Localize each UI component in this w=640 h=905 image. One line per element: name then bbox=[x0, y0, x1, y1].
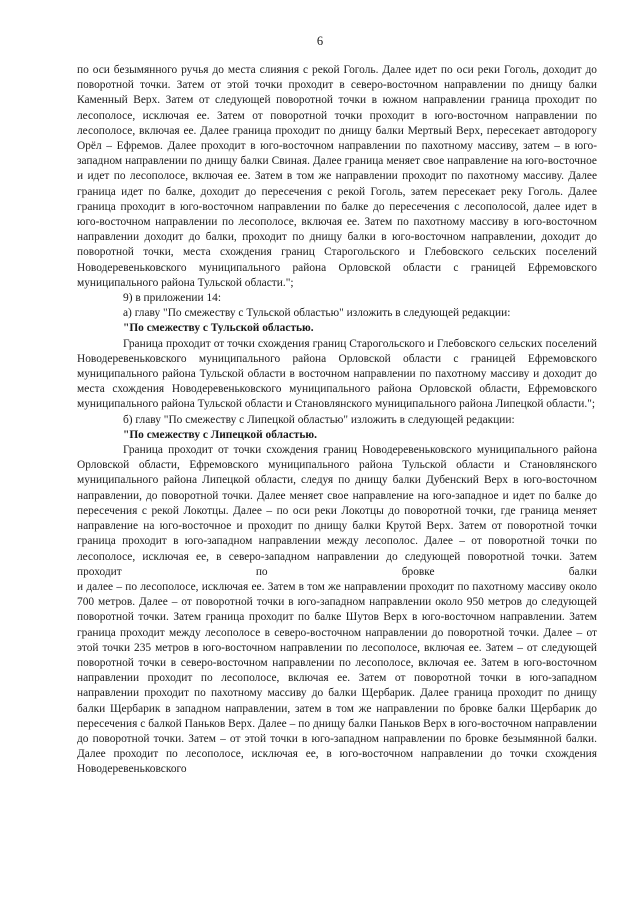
paragraph-boundary-description: по оси безымянного ручья до места слияния с рекой Гоголь. Далее идет по оси реки Гоголь, доходит до поворотной точки. Затем от этой точки проходит в северо-восточном направлении по днищу балки Каменный Верх. Затем от следующей поворотной точки в южном направлении граница проходит по лесополосе, исключая ее. Затем от поворотной точки проходит в юго-восточном направлении по лесополосе, включая ее. Далее граница проходит по днищу балки Мертвый Верх, пересекает автодорогу Орёл – Ефремов. Далее проходит в юго-восточном направлении по пахотному массиву, затем – в юго-западном направлении по днищу балки Свиная. Далее граница меняет свое направление на юго-восточное и идет по лесополосе, включая ее. Затем в том же направлении проходит по пахотному массиву. Далее граница идет по балке, доходит до пересечения с рекой Гоголь, затем пересекает реку Гоголь. Далее граница проходит в юго-восточном направлении по балке до пересечения с лесополосой, далее идет в юго-восточном направлении по лесополосе, включая ее. Затем по пахотному массиву в юго-восточном направлении доходит до балки, проходит по днищу балки в юго-восточном направлении, доходит до поворотной точки, места схождения границ Старогольского и Глебовского сельских поселений Новодеревеньковского муниципального района Орловской области с границей Ефремовского муниципального района Тульской области."; bbox=[77, 64, 597, 289]
paragraph-item-b: б) главу "По смежеству с Липецкой областью" изложить в следующей редакции: bbox=[123, 413, 515, 426]
page-number: 6 bbox=[316, 34, 324, 48]
paragraph-tula-boundary: Граница проходит от точки схождения границ Старогольского и Глебовского сельских поселений Новодеревеньковского муниципального района Орловской области с границей Ефремовского муниципального района Тульской области в восточном направлении по пахотному массиву и доходит до места схождения Новодеревеньковского муниципального района Орловской области, Ефремовского муниципального района Тульской области и Становлянского муниципального района Липецкой области."; bbox=[77, 337, 597, 411]
paragraph-item-a: а) главу "По смежеству с Тульской областью" изложить в следующей редакции: bbox=[123, 307, 511, 320]
heading-tula-region: "По смежеству с Тульской областью. bbox=[123, 322, 314, 335]
heading-lipetsk-region: "По смежеству с Липецкой областью. bbox=[123, 428, 317, 441]
paragraph-lipetsk-boundary: Граница проходит от точки схождения границ Новодеревеньковского муниципального района Орловской области, Ефремовского муниципального района Тульской области и Становлянского муниципального района Липецкой области, следуя по днищу балки Дубенский Верх в юго-восточном направлении, до поворотной точки. Далее меняет свое направление на юго-западное и идет по балке до пересечения с рекой Локотцы. Далее – по оси реки Локотцы до поворотной точки, где граница меняет направление на юго-восточное и проходит по днищу балки Крутой Верх. Затем от поворотной точки граница проходит в юго-западном направлении между лесополос. Далее – от поворотной точки по лесополосе, исключая ее, в северо-западном направлении до следующей поворотной точки. Затем проходит по бровке балки bbox=[77, 444, 597, 578]
paragraph-appendix-14: 9) в приложении 14: bbox=[123, 292, 222, 305]
document-body bbox=[77, 63, 597, 778]
paragraph-lipetsk-boundary-continued: и далее – по лесополосе, исключая ее. Затем в том же направлении проходит по пахотному массиву около 700 метров. Далее – от поворотной точки в юго-западном направлении около 950 метров до следующей поворотной точки. Затем граница проходит по балке Шутов Верх в юго-восточном направлении. Затем граница проходит между лесополосе в северо-восточном направлении до поворотной точки. Далее – от этой точки 235 метров в юго-восточном направлении по лесополосе, включая ее. Затем – от следующей поворотной точки в северо-восточном направлении по лесополосе, включая ее. Затем в юго-восточном направлении проходит по лесополосе, включая ее. Затем от поворотной точки в юго-западном направлении проходит по пахотному массиву до балки Щербарик. Далее граница проходит по днищу балки Щербарик в западном направлении, затем в том же направлении по бровке балки Щербарик до пересечения с балкой Паньков Верх. Далее – по днищу балки Паньков Верх в юго-восточном направлении до поворотной точки. Затем – от этой точки в юго-западном направлении по бровке безымянной балки. Далее проходит по лесополосе, исключая ее, в юго-восточном направлении до точки схождения Новодеревеньковского bbox=[77, 580, 597, 776]
